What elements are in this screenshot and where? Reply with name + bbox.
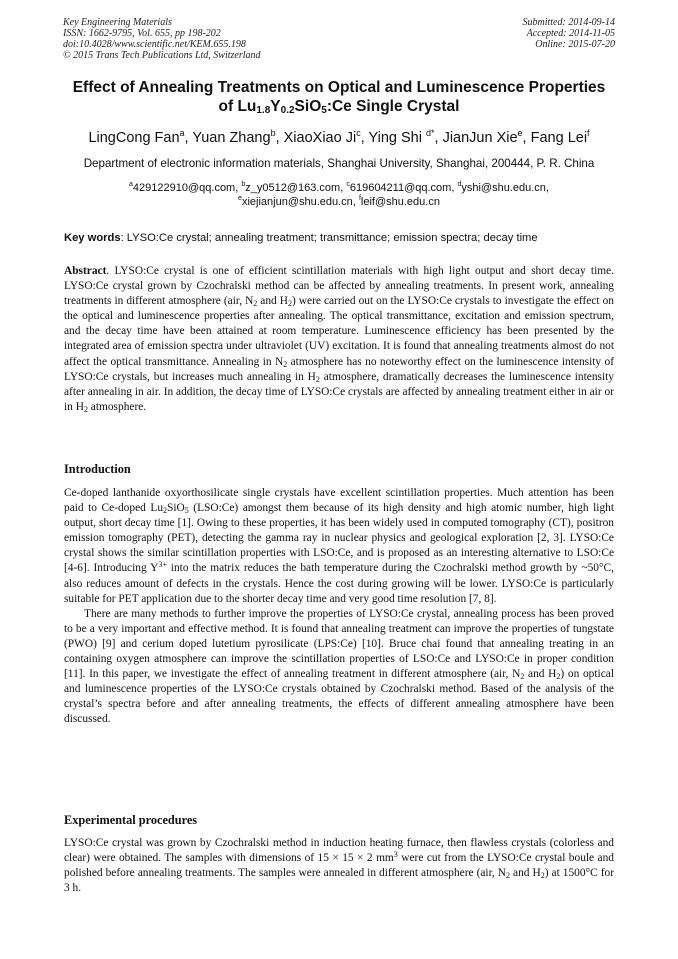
experimental-section	[64, 836, 614, 896]
abstract-text: . LYSO:Ce crystal is one of efficient scintillation materials with high light output and short decay time. LYSO:Ce crystal grown by Czochralski method can be affected by annealing treatments. In present work, annealing treatments in different atmosphere (air, N	[64, 265, 614, 308]
subscript: 2	[163, 506, 168, 516]
abstract-text: and H	[257, 295, 288, 308]
journal-header-left	[63, 17, 261, 61]
journal-header-right	[523, 17, 616, 50]
email-mark: a	[129, 181, 133, 188]
subscript: 2	[506, 871, 511, 881]
paper-title	[40, 78, 638, 116]
intro-text: and H	[524, 668, 557, 681]
doi-line: doi:10.4028/www.scientific.net/KEM.655.198	[63, 39, 246, 50]
subscript: 2	[253, 299, 258, 309]
email-address[interactable]: xiejianjun@shu.edu.cn	[241, 196, 353, 208]
abstract-text: ) were carried out on the LYSO:Ce crystals to investigate the effect on the optical and luminescence properties after annealing. The optical transmittance, excitation and emission spectrum, and the decay time have been attained at room temperature. Luminescence efficiency has been presented by the integrated area of emission spectra under ultraviolet (UV) excitation. It is found that annealing treatments almost do not affect the optical transmittance. Annealing in N	[64, 295, 614, 368]
online-date: Online: 2015-07-20	[535, 39, 615, 50]
experimental-heading: Experimental procedures	[64, 813, 198, 827]
subscript: 2	[315, 374, 320, 384]
intro-text: ) on optical and luminescence properties of the LYSO:Ce crystals obtained by Czochralski method. Based of the analysis of the crystal’s spectra before and after annealing treatments, the effects of different annealing atmosphere have been discussed.	[64, 668, 614, 726]
intro-text: (LSO:Ce) amongst them because of its high density and high atomic number, high light output, short decay time [1]. Owing to these properties, it has been widely used in computed tomography (CT), positron emission tomography (PET), detecting the gamma ray in nuclear physics and geological exploration [2, 3]. LYSO:Ce crystal shows the similar scintillation properties with LSO:Ce, and is proposed as an interesting alternative to LSO:Ce [4-6]. Introducing Y	[64, 502, 614, 575]
email-address[interactable]: yshi@shu.edu.cn	[461, 182, 546, 194]
author-mark: b	[270, 128, 276, 138]
exp-text: ) at 1500°C for 3 h.	[64, 867, 614, 895]
email-address[interactable]: z_y0512@163.com	[245, 182, 341, 194]
email-mark: d	[457, 181, 462, 188]
email-mark: e	[238, 195, 242, 202]
subscript: 2	[83, 404, 88, 414]
intro-paragraph-2	[64, 607, 614, 728]
submitted-date: Submitted: 2014-09-14	[522, 17, 615, 28]
author-mark: c	[356, 128, 361, 138]
copyright-line: © 2015 Trans Tech Publications Ltd, Switzerland	[63, 50, 261, 61]
keywords-line	[64, 231, 624, 245]
journal-name: Key Engineering Materials	[63, 17, 172, 28]
intro-paragraph-1	[64, 486, 614, 607]
exp-text: were cut from the LYSO:Ce crystal boule and polished before annealing treatments. The samples were annealed in different atmosphere (air, N	[64, 852, 615, 880]
email-line-1: $^a$429122910@qq.com, $^b$z_y0512@163.com, $^c$619604211@qq.com, $^d$yshi@shu.edu.cn,	[129, 181, 549, 194]
subscript: 2	[283, 359, 288, 369]
intro-text: There are many methods to further improve the properties of LYSO:Ce crystal, annealing process has been proved to be a very important and effective method. It is found that annealing treatment can improve the properties of tungstate (PWO) [9] and cerium doped lutetium pyrosilicate (LPS:Ce) [10]. Bruce chai found that annealing treating in an containing oxygen atmosphere can improve the scintillation properties of LSO:Ce and LYSO:Ce in proper condition [11]. In this paper, we investigate the effect of annealing treatment in different atmosphere (air, N	[64, 607, 614, 681]
intro-text: SiO	[167, 502, 185, 515]
title-subscript: 0.2	[280, 105, 295, 116]
keywords-label: Key words	[64, 232, 121, 244]
abstract-section	[64, 264, 614, 415]
email-list	[40, 181, 638, 209]
issn-line: ISSN: 1662-9795, Vol. 655, pp 198-202	[63, 28, 221, 39]
introduction-section	[64, 486, 614, 728]
author-mark: a	[179, 128, 185, 138]
author-name: Ying Shi	[368, 130, 426, 146]
subscript: 2	[520, 672, 525, 682]
email-mark: b	[241, 181, 246, 188]
title-line-2	[40, 97, 638, 116]
title-part: SiO	[294, 98, 322, 115]
accepted-date: Accepted: 2014-11-05	[526, 28, 615, 39]
title-line-1: Effect of Annealing Treatments on Optical and Luminescence Properties	[72, 79, 606, 96]
author-name: LingCong Fan	[88, 130, 180, 146]
subscript: 5	[184, 506, 189, 516]
superscript: 3+	[158, 560, 167, 570]
author-mark: f	[587, 128, 590, 138]
author-name: JianJun Xie	[442, 130, 518, 146]
affiliation: Department of electronic information materials, Shanghai University, Shanghai, 200444, P. R. China	[83, 157, 595, 170]
author-list: LingCong Fan$^a$, Yuan Zhang$^b$, XiaoXiao Ji$^c$, Ying Shi $^{d*}$, JianJun Xie$^e$, Fang Lei$^f$	[88, 128, 590, 146]
intro-text: into the matrix reduces the bath temperature during the Czochralski method growth by ~50°C, also reduces amount of defects in the crystals. Hence the cost during growing will be lower. LYSO:Ce is particularly suitable for PET application due to the shorter decay time and very good time resolution [7, 8].	[64, 562, 614, 605]
introduction-heading: Introduction	[64, 462, 131, 476]
email-mark: f	[358, 195, 361, 202]
author-mark: d*	[425, 128, 435, 138]
title-part: of Lu	[218, 98, 257, 115]
email-line-2: $^e$xiejianjun@shu.edu.cn, $^f$leif@shu.edu.cn	[238, 195, 440, 208]
experimental-paragraph	[64, 836, 614, 896]
author-name: Yuan Zhang	[192, 130, 271, 146]
author-mark: e	[517, 128, 523, 138]
superscript: 3	[393, 850, 398, 860]
email-address[interactable]: leif@shu.edu.cn	[360, 196, 440, 208]
subscript: 2	[540, 871, 545, 881]
abstract-text: atmosphere has no noteworthy effect on the luminescence intensity of LYSO:Ce crystals, but increases much annealing in H	[64, 355, 614, 383]
exp-text: and H	[510, 867, 541, 880]
abstract-text: atmosphere.	[87, 400, 147, 413]
email-address[interactable]: 619604211@qq.com	[349, 182, 452, 194]
title-part: :Ce Single Crystal	[326, 98, 460, 115]
title-subscript: 5	[321, 105, 327, 116]
subscript: 2	[288, 299, 292, 309]
exp-text: LYSO:Ce crystal was grown by Czochralski method in induction heating furnace, then flawless crystals (colorless and clear) were obtained. The samples with dimensions of 15 × 15 × 2 mm	[64, 837, 614, 865]
email-mark: c	[346, 181, 350, 188]
subscript: 2	[556, 672, 561, 682]
author-name: XiaoXiao Ji	[283, 130, 357, 146]
author-name: Fang Lei	[530, 130, 588, 146]
title-subscript: 1.8	[256, 105, 271, 116]
email-address[interactable]: 429122910@qq.com	[132, 182, 236, 194]
abstract-text: atmosphere, dramatically decreases the luminescence intensity after annealing in air. In addition, the decay time of LYSO:Ce crystals are affected by annealing treatment either in air or in H	[64, 370, 614, 413]
title-part: Y	[270, 98, 281, 115]
keywords-text: : LYSO:Ce crystal; annealing treatment; transmittance; emission spectra; decay time	[120, 232, 538, 244]
abstract-label: Abstract	[64, 265, 107, 277]
intro-text: Ce-doped lanthanide oxyorthosilicate single crystals have excellent scintillation properties. Much attention has been paid to Ce-doped Lu	[64, 487, 614, 515]
abstract-paragraph	[64, 264, 614, 415]
